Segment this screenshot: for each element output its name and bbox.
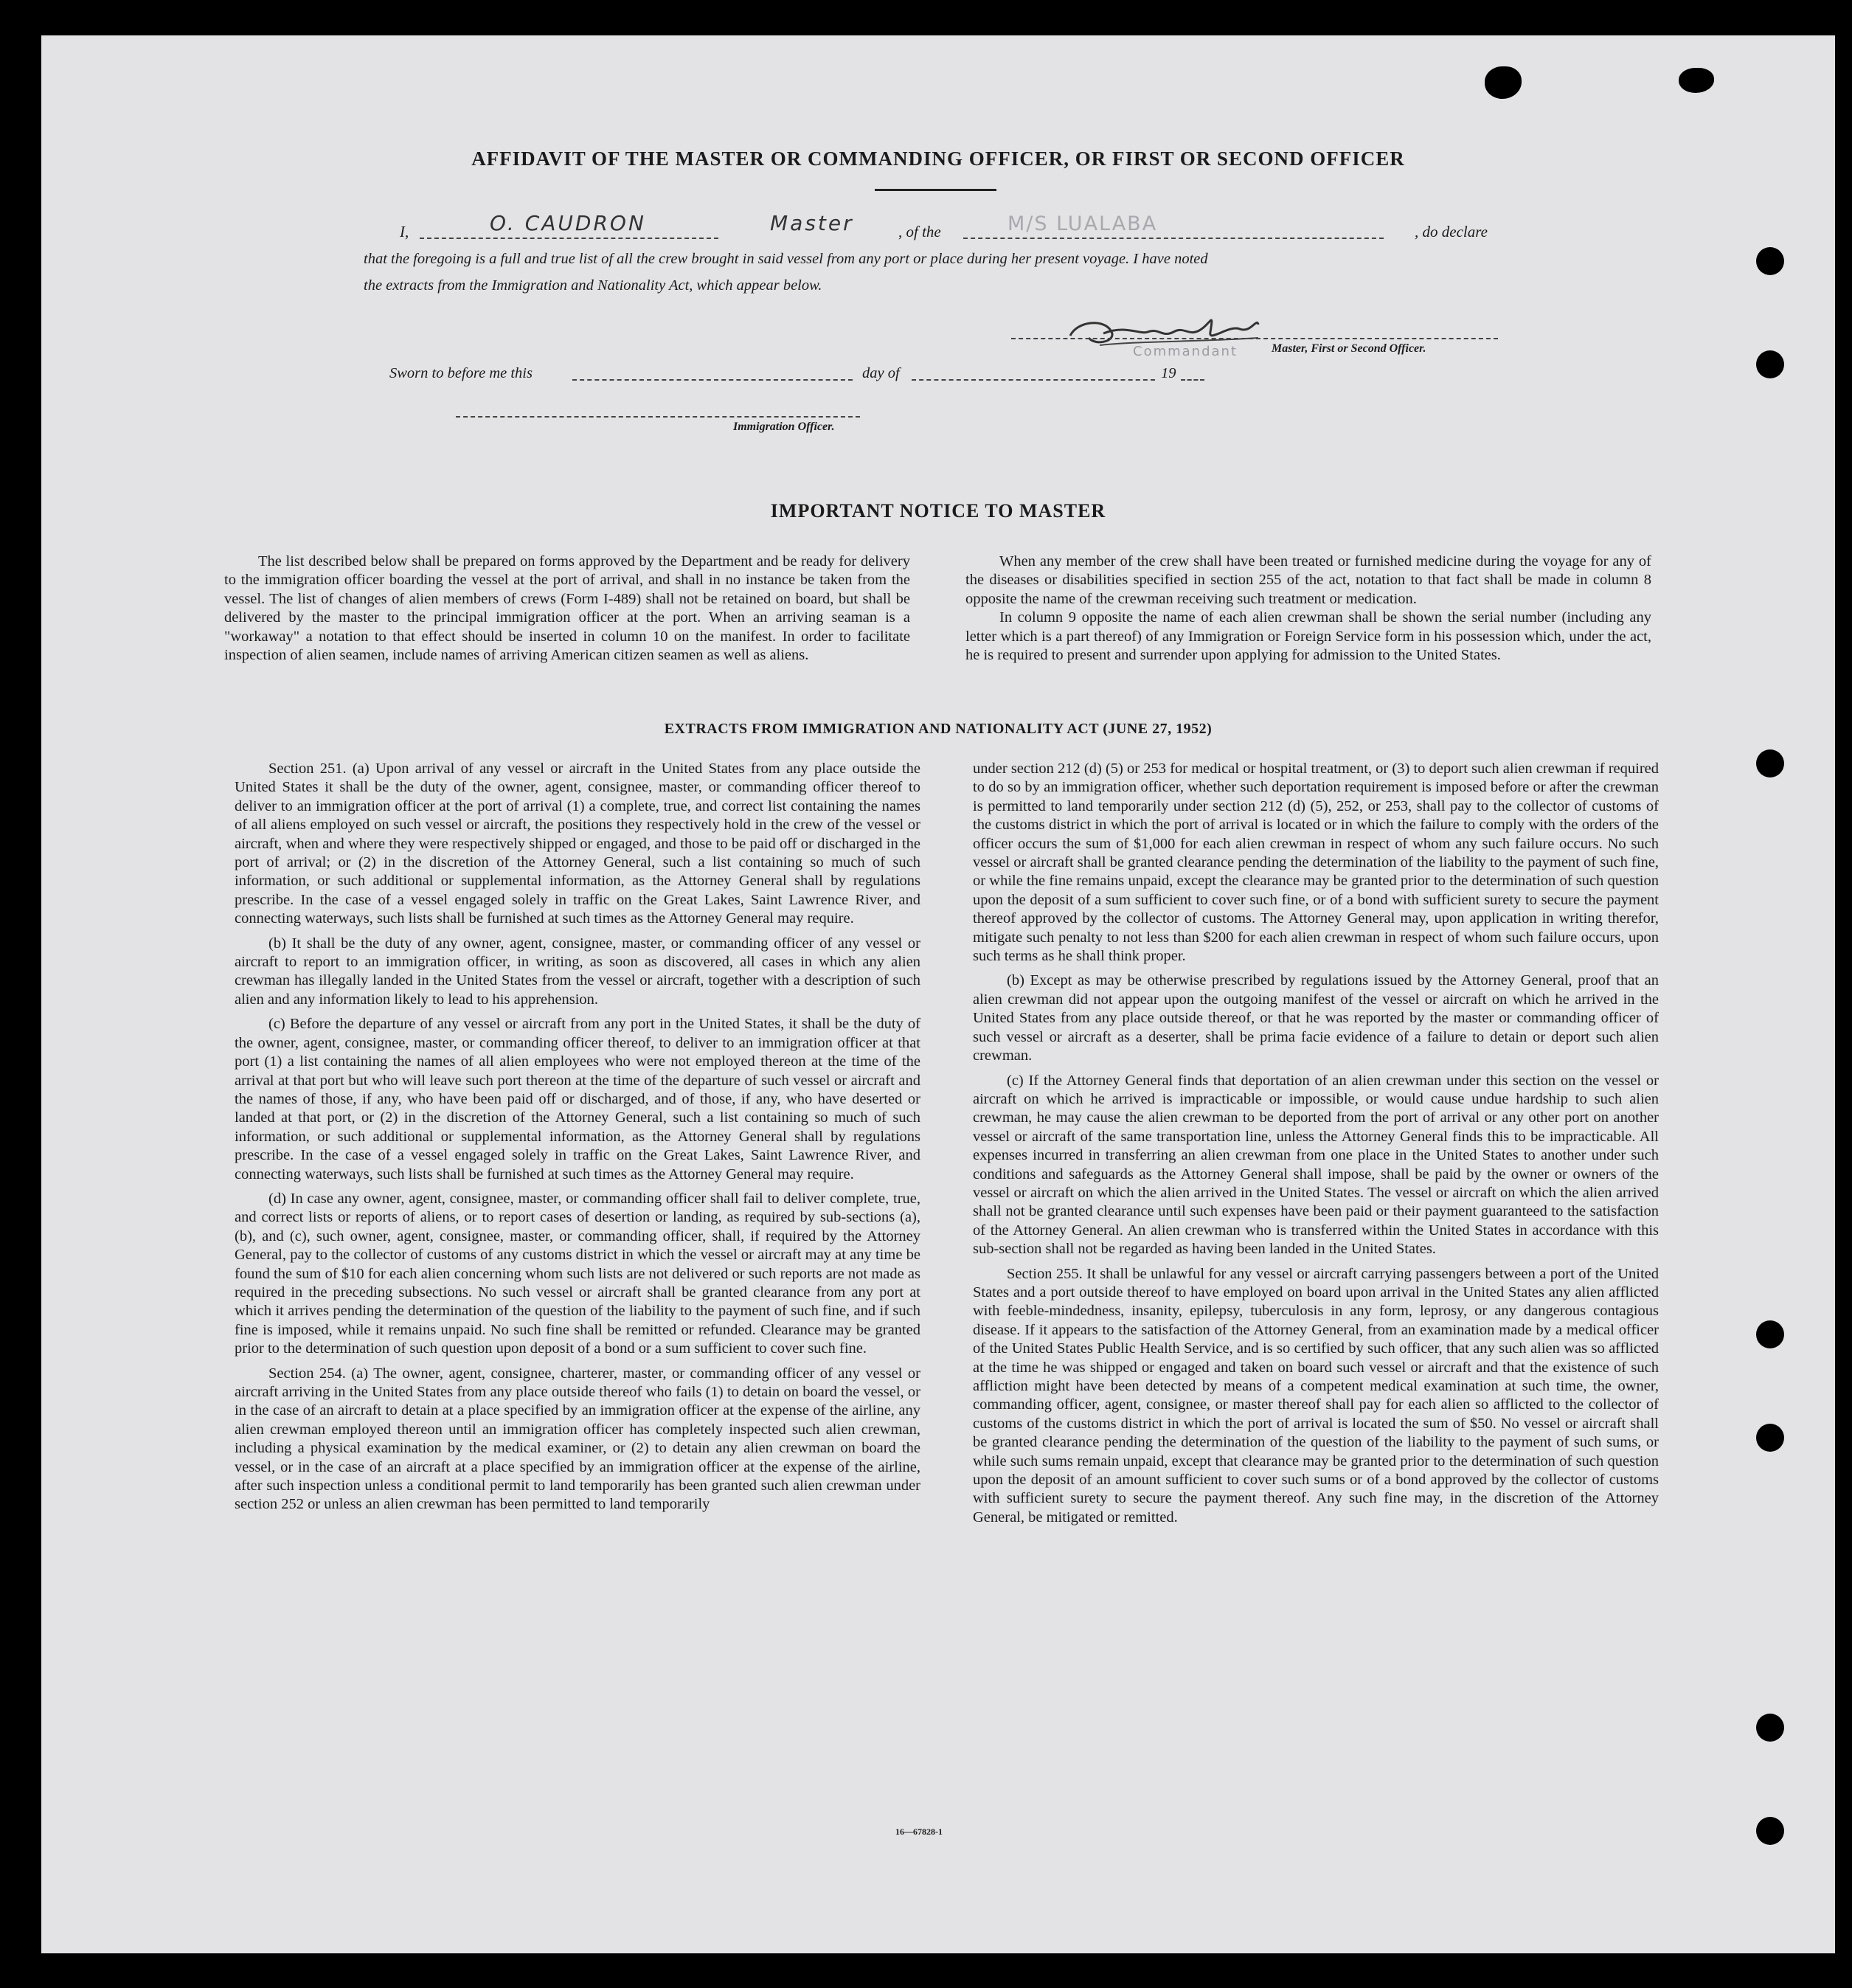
notice-right-paragraph-2: In column 9 opposite the name of each alien crewman shall be shown the serial number (including any letter which is a part thereof) of any Immigration or Foreign Service form in his possession which, under the act, he is required to present and surrender upon applying for admission to the United States.: [965, 609, 1651, 664]
document-page: [41, 35, 1835, 1953]
of-the-label: , of the: [898, 223, 941, 240]
sworn-day-blank: [572, 379, 853, 381]
notice-left-paragraph: The list described below shall be prepared on forms approved by the Department and be ready for delivery to the immigration officer boarding the vessel at the port of arrival, and shall in no instance be taken from the vessel. The list of changes of alien members of crews (Form I-489) shall not be retained on board, but shall be delivered by the master to the principal immigration officer at the port. When an arriving seaman is a "workaway" a notation to that effect should be inserted in column 10 on the manifest. In order to facilitate inspection of alien seamen, include names of arriving American citizen seamen as well as aliens.: [224, 553, 910, 664]
extracts-title: EXTRACTS FROM IMMIGRATION AND NATIONALITY ACT (JUNE 27, 1952): [664, 721, 1213, 737]
extracts-right-column: [973, 760, 1659, 1533]
do-declare-label: , do declare: [1415, 223, 1488, 240]
section-254a: Section 254. (a) The owner, agent, consignee, charterer, master, or commanding officer of any vessel or aircraft arriving in the United States from any place outside thereof who fails (1) to detain on board the vessel, or in the case of an aircraft to detain at a place specified by an immigration officer at the expense of the airline, any alien crewman employed thereon until an immigration officer has completely inspected such alien crewman, including a physical examination by the medical examiner, or (2) to detain any alien crewman on board the vessel, or in the case of an aircraft at a place specified by an immigration officer at the expense of the airline, after such inspection unless a conditional permit to land temporarily has been granted such alien crewman under section 252 or unless an alien crewman has been permitted to land temporarily: [235, 1365, 920, 1513]
ink-blot-top-right: [1679, 68, 1714, 93]
ink-blot-top-center: [1485, 66, 1522, 99]
extracts-left-column: [235, 760, 920, 1520]
section-254b: (b) Except as may be otherwise prescribed by regulations issued by the Attorney General, proof that an alien crewman did not appear upon the outgoing manifest of the vessel or aircraft on which he arrived in the United States from any place outside thereof, or that he was reported by the master or commanding officer of such vessel or aircraft as a deserter, shall be prima facie evidence of a failure to detain or deport such alien crewman.: [973, 972, 1659, 1064]
officer-name-handwritten: O. CAUDRON: [490, 211, 646, 235]
officer-title-handwritten: Master: [770, 211, 854, 235]
notice-right-column: [965, 553, 1651, 665]
commandant-stamp: Commandant: [1133, 344, 1238, 359]
name-blank: [420, 238, 718, 239]
affidavit-title: AFFIDAVIT OF THE MASTER OR COMMANDING OFFICER, OR FIRST OR SECOND OFFICER: [471, 148, 1405, 170]
form-code: 16—67828-1: [895, 1826, 943, 1837]
punch-hole-7: [1756, 1817, 1784, 1845]
notice-right-paragraph-1: When any member of the crew shall have been treated or furnished medicine during the voyage for any of the diseases or disabilities specified in section 255 of the act, notation to that fact shall be made in column 8 opposite the name of the crewman receiving such treatment or medication.: [965, 553, 1651, 607]
signature-line: [1011, 338, 1498, 339]
i-prefix: I,: [400, 223, 409, 240]
sworn-month-blank: [912, 379, 1155, 381]
section-251b: (b) It shall be the duty of any owner, agent, consignee, master, or commanding officer of any vessel or aircraft to report to an immigration officer, in writing, as soon as discovered, all cases in which any alien crewman has illegally landed in the United States from the vessel or aircraft, together with a description of such alien and any information likely to lead to his apprehension.: [235, 935, 920, 1008]
section-254c: (c) If the Attorney General finds that deportation of an alien crewman under this section on the vessel or aircraft on which he arrived is impracticable or impossible, or would cause undue hardship to such alien crewman, he may cause the alien crewman to be deported from the port of arrival or any other port on another vessel or aircraft of the same transportation line, unless the Attorney General finds this to be impracticable. All expenses incurred in transferring an alien crewman from one place in the United States to another under such conditions and safeguards as the Attorney General shall impose, shall be paid by the owner or owners of the vessel or aircraft on which the alien arrived in the United States. The vessel or aircraft on which the alien arrived shall not be granted clearance until such expenses have been paid or their payment guaranteed to the satisfaction of the Attorney General. An alien crewman who is transferred within the United States in accordance with this sub-section shall not be regarded as having been landed in the United States.: [973, 1072, 1659, 1258]
section-255: Section 255. It shall be unlawful for any vessel or aircraft carrying passengers between a port of the United States and a port outside thereof to have employed on board upon arrival in the United States any alien afflicted with feeble-mindedness, insanity, epilepsy, tuberculosis in any form, leprosy, or any dangerous contagious disease. If it appears to the satisfaction of the Attorney General, from an examination made by a medical officer of the United States Public Health Service, and is so certified by such officer, that any such alien was so afflicted at the time he was shipped or engaged and taken on board such vessel or aircraft and that the existence of such affliction might have been detected by means of a competent medical examination at such time, the owner, commanding officer, agent, consignee, or master thereof shall pay for each alien so afflicted to the collector of customs of the customs district in which the port of arrival is located the sum of $50. No vessel or aircraft shall be granted clearance pending the determination of the question of the liability to the payment of such sums, or while such sums remain unpaid, except that clearance may be granted prior to the determination of such question upon the deposit of an amount sufficient to cover such sums or of a bond approved by the collector of customs with sufficient surety to secure the payment thereof. Any such fine may, in the discretion of the Attorney General, be mitigated or remitted.: [973, 1265, 1659, 1525]
punch-hole-5: [1756, 1424, 1784, 1452]
section-254a-continued: under section 212 (d) (5) or 253 for medical or hospital treatment, or (3) to deport such alien crewman if required to do so by an immigration officer, whether such deportation requirement is imposed before or after the crewman is permitted to land temporarily under section 212 (d) (5), 252, or 253, shall pay to the collector of customs of the customs district in which the port of arrival is located or in which the failure to comply with the orders of the officer occurs the sum of $1,000 for each alien crewman in respect of whom any such failure occurs. No such vessel or aircraft shall be granted clearance pending the determination of the liability to the payment of such fine, or while the fine remains unpaid, except the clearance may be granted prior to the determination of such question upon the deposit of a sum sufficient to cover such fine, or of a bond with sufficient surety to secure the payment thereof approved by the collector of customs. The Attorney General may, upon application in writing therefor, mitigate such penalty to not less than $200 for each alien crewman in respect of whom such failure occurs, upon such terms as he shall think proper.: [973, 761, 1659, 965]
punch-hole-6: [1756, 1714, 1784, 1742]
vessel-blank: [963, 238, 1384, 239]
vessel-name-stamp: M/S LUALABA: [1007, 212, 1158, 235]
punch-hole-2: [1756, 350, 1784, 378]
punch-hole-3: [1756, 749, 1784, 777]
punch-hole-1: [1756, 247, 1784, 275]
immigration-officer-line: [456, 416, 860, 418]
year-prefix: 19: [1161, 365, 1176, 381]
section-251c: (c) Before the departure of any vessel or aircraft from any port in the United States, it shall be the duty of the owner, agent, consignee, master, or commanding officer thereof, to deliver to an immigration officer at that port (1) a list containing the names of all alien employees who were not employed thereon at the time of the arrival at that port but who will leave such port thereon at the time of the departure of such vessel or aircraft and the names of those, if any, who have been paid off or discharged, and of those, if any, who have deserted or landed at that port, or (2) in the discretion of the Attorney General, such a list containing so much of such information, or such additional or supplemental information, as the Attorney General shall by regulations prescribe. In the case of a vessel engaged solely in traffic on the Great Lakes, Saint Lawrence River, and connecting waterways, such lists shall be furnished at such times as the Attorney General may require.: [235, 1016, 920, 1182]
declaration-line-2: the extracts from the Immigration and Nationality Act, which appear below.: [364, 277, 822, 294]
declaration-line-1: that the foregoing is a full and true list of all the crew brought in said vessel from any port or place during her present voyage. I have noted: [364, 251, 1208, 267]
sworn-year-blank: [1181, 379, 1204, 381]
title-underline: [875, 189, 996, 191]
day-of-label: day of: [862, 365, 900, 381]
notice-title: IMPORTANT NOTICE TO MASTER: [770, 500, 1106, 522]
sworn-label: Sworn to before me this: [389, 365, 533, 381]
section-251d: (d) In case any owner, agent, consignee, master, or commanding officer shall fail to deliver complete, true, and correct lists or reports of aliens, or to report cases of desertion or landing, as required by sub-sections (a), (b), and (c), such owner, agent, consignee, master, or commanding officer, shall, if required by the Attorney General, pay to the collector of customs of any customs district in which the vessel or aircraft may at any time be found the sum of $10 for each alien concerning whom such lists are not delivered or such reports are not made as required in the preceding subsections. No such vessel or aircraft shall be granted clearance from any port at which it arrives pending the determination of the question of the liability to the payment of such fine, and if such fine is imposed, while it remains unpaid. No such fine shall be remitted or refunded. Clearance may be granted prior to the determination of such question upon deposit of a bond or a sum sufficient to cover such fine.: [235, 1190, 920, 1357]
immigration-officer-caption: Immigration Officer.: [733, 420, 835, 433]
notice-left-column: [224, 553, 910, 665]
section-251a: Section 251. (a) Upon arrival of any vessel or aircraft in the United States from any place outside the United States it shall be the duty of the owner, agent, consignee, master, or commanding officer thereof to deliver to an immigration officer at the port of arrival (1) a complete, true, and correct list containing the names of all aliens employed on such vessel or aircraft, the positions they respectively hold in the crew of the vessel or aircraft, when and where they were respectively shipped or engaged, and those to be paid off or discharged in the port of arrival; or (2) in the discretion of the Attorney General, such a list containing so much of such information, or such additional or supplemental information, as the Attorney General shall by regulations prescribe. In the case of a vessel engaged solely in traffic on the Great Lakes, Saint Lawrence River, and connecting waterways, such lists shall be furnished at such times as the Attorney General may require.: [235, 761, 920, 927]
signature-caption: Master, First or Second Officer.: [1272, 342, 1426, 355]
punch-hole-4: [1756, 1320, 1784, 1348]
